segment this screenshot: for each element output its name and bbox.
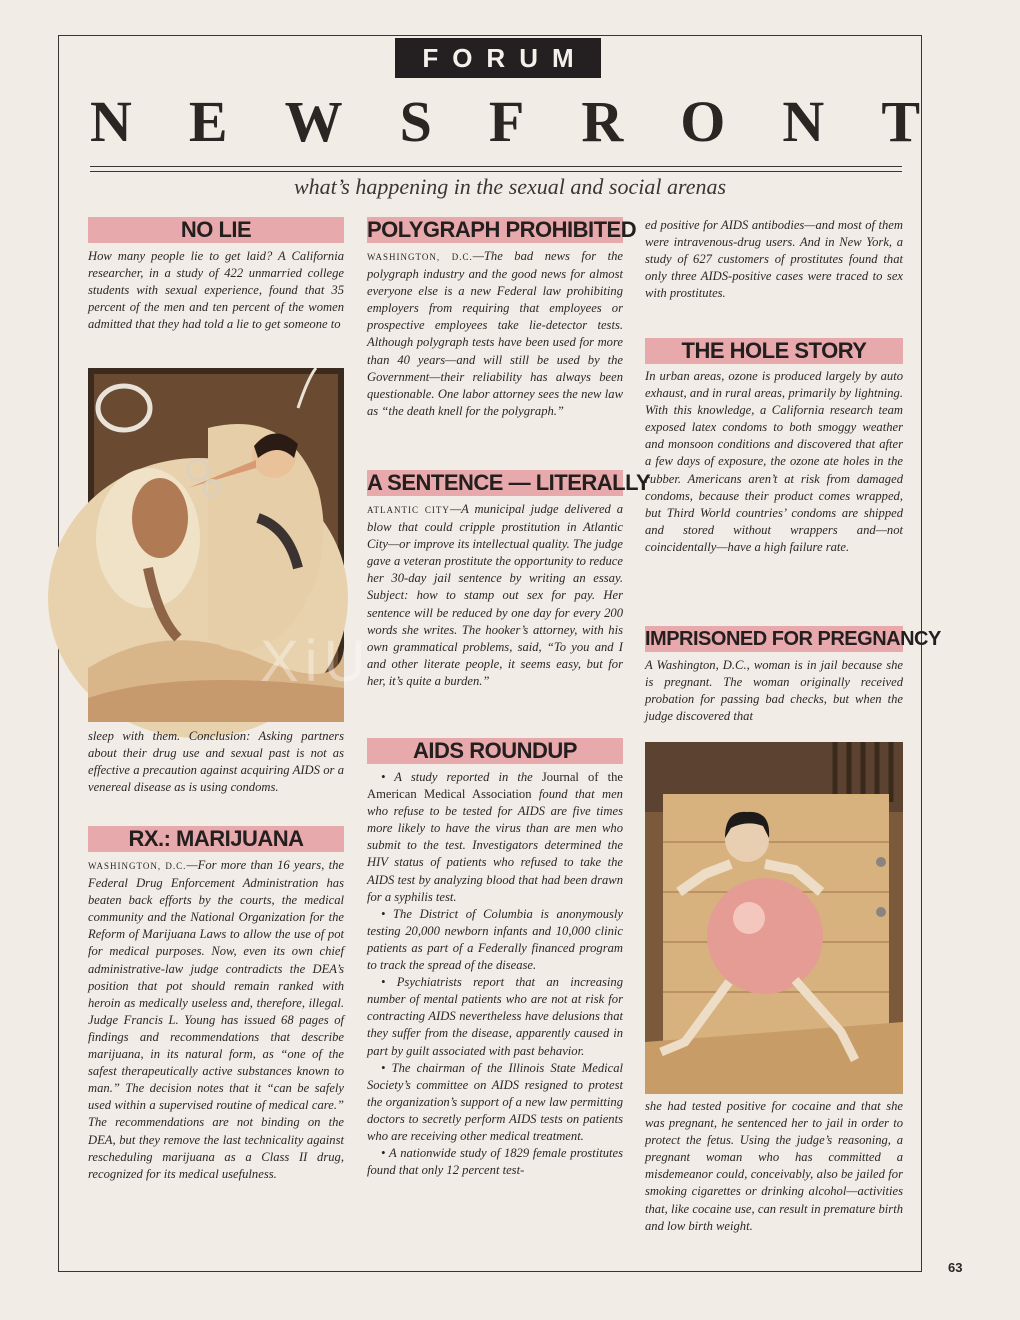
title-letter: R — [581, 88, 624, 154]
title-letter: F — [488, 88, 525, 154]
pregnant-woman-illustration — [645, 742, 903, 1094]
aids-paragraph: • A nationwide study of 1829 female prostitutes found that only 12 percent test- — [367, 1146, 623, 1178]
aids-roundup-text-continued: ed positive for AIDS antibodies—and most of them were intravenous-drug users. And in New York, a study of 627 customers of prostitutes found that only three AIDS-positive cases were traced to sex with prostitutes. — [645, 218, 903, 301]
page-number: 63 — [948, 1260, 963, 1275]
journal-name: Journal of the American Medical Association — [367, 770, 623, 802]
marijuana-body: —For more than 16 years, the Federal Drug Enforcement Administration has beaten back efforts by the courts, the medical community and the National Organization for the Reform of Marijuana Laws to allow the use of pot for medical purposes. Now, even its own chief administrative-law judge contradicts the DEA’s position that pot should remain ranked with heroin as medically useless and, therefore, illegal. Judge Francis L. Young has issued 68 pages of findings and recommendations that describe marijuana, in its natural form, as “one of the safest therapeutically active substances known to man.” The decision notes that it “can be safely used within a supervised routine of medical care.” The recommendations are not binding on the DEA, but they remove the last technicality against rescheduling marijuana as a Class II drug, recognized for its medical usefulness. — [88, 858, 344, 1181]
pregnant-woman-illustration-art — [645, 742, 903, 1094]
dateline: WASHINGTON, D.C. — [367, 252, 473, 262]
title-letter: E — [188, 88, 228, 154]
aids-p1-b: found that men who refuse to be tested for AIDS are five times more likely to have the virus than are men who submit to the test. Investigators determined the HIV status of patients who refused to take the AIDS test by analyzing blood that had been drawn for a syphilis test. — [367, 787, 623, 904]
dateline: WASHINGTON, D.C. — [88, 861, 187, 871]
no-lie-text-continued: sleep with them. Conclusion: Asking partners about their drug use and sexual past is not as effective a precaution against acquiring AIDS or a venereal disease as is using condoms. — [88, 729, 344, 795]
forum-label: FORUM — [395, 38, 601, 78]
hole-story-text: In urban areas, ozone is produced largely by auto exhaust, and in rural areas, primarily by lightning. With this knowledge, a California research team exposed latex condoms to both smoggy weather and monsoon conditions and discovered that after a few days of exposure, the ozone ate holes in the rubber. Americans aren’t at risk from damaged condoms, because their product comes wrapped, but Third World countries’ condoms are shipped and stored without wrappers and—not coincidentally—have a high failure rate. — [645, 369, 903, 554]
aids-p1-a: • A study reported in the — [381, 770, 542, 784]
pinocchio-illustration — [88, 368, 344, 722]
aids-paragraph: • The chairman of the Illinois State Medical Society’s committee on AIDS resigned to protest the organization’s support of a new law permitting doctors to secretly perform AIDS tests on patients who are receiving other medical treatment. — [367, 1060, 623, 1143]
headline-pregnancy: IMPRISONED FOR PREGNANCY — [645, 628, 941, 650]
headline-hole-story: THE HOLE STORY — [645, 338, 903, 364]
title-letter: N — [90, 88, 132, 154]
watermark: XiU — [260, 629, 372, 694]
sentence-text — [367, 501, 623, 690]
dateline: ATLANTIC CITY — [367, 505, 450, 515]
newsfront-title — [90, 86, 920, 156]
title-letter: N — [782, 88, 825, 154]
marijuana-text — [88, 857, 344, 1183]
no-lie-text: How many people lie to get laid? A California researcher, in a study of 422 unmarried college students with sexual experience, found that 35 percent of the men and ten percent of the women admitted that they had told a lie to get someone to — [88, 249, 344, 332]
headline-polygraph: POLYGRAPH PROHIBITED — [367, 217, 637, 242]
sentence-body: —A municipal judge delivered a blow that could cripple prostitution in Atlantic City—or improve its intellectual quality. The judge gave a veteran prostitute the opportunity to reduce her 30-day jail sentence by writing an essay. Subject: how to stamp out sex for pay. Her sentence will be reduced by one day for every 200 words she writes. The hooker’s attorney, with his own grammatical problems, said, “To you and I and other literate people, it seems easy, but for her, it’s quite a burden.” — [367, 502, 623, 688]
pinocchio-illustration-art — [88, 368, 344, 722]
aids-paragraph: • Psychiatrists report that an increasing number of mental patients who are not at risk for contracting AIDS nevertheless have delusions that they suffer from the disease, apparently caused in part by guilt associated with past behavior. — [367, 975, 623, 1058]
aids-paragraph: • The District of Columbia is anonymously testing 20,000 newborn infants and 10,000 clinic patients as part of a Federally financed program to track the spread of the disease. — [367, 906, 623, 973]
title-letter: W — [284, 88, 343, 154]
aids-paragraph — [367, 769, 623, 906]
headline-marijuana: RX.: MARIJUANA — [88, 826, 344, 852]
title-letter: T — [881, 88, 920, 154]
pregnancy-text-continued: she had tested positive for cocaine and that she was pregnant, he sentenced her to jail in order to protect the fetus. Using the judge’s reasoning, a pregnant woman who has committed a misdemeanor could, conceivably, also be jailed for smoking cigarettes or drinking alcohol—activities that, like cocaine use, can result in premature birth and low birth weight. — [645, 1099, 903, 1233]
title-rule — [90, 166, 902, 167]
polygraph-text — [367, 248, 623, 420]
tagline: what’s happening in the sexual and social arenas — [293, 174, 727, 199]
pregnancy-text: A Washington, D.C., woman is in jail because she is pregnant. The woman originally received probation for passing bad checks, but when the judge discovered that — [645, 658, 903, 724]
title-letter: O — [680, 88, 726, 154]
title-letter: S — [399, 88, 432, 154]
title-rule — [90, 171, 902, 172]
headline-no-lie: NO LIE — [88, 217, 344, 243]
aids-roundup-text — [367, 769, 623, 1179]
polygraph-body: —The bad news for the polygraph industry and the good news for almost everyone else is a new Federal law prohibiting employers from requiring that employees or prospective employees take lie-detector tests. Although polygraph tests have been used for more than 40 years—and will still be used by the Government—their reliability has always been questionable. One labor attorney sees the new law as “the death knell for the polygraph.” — [367, 249, 623, 418]
headline-aids-roundup: AIDS ROUNDUP — [367, 738, 623, 764]
headline-sentence: A SENTENCE — LITERALLY — [367, 470, 651, 495]
